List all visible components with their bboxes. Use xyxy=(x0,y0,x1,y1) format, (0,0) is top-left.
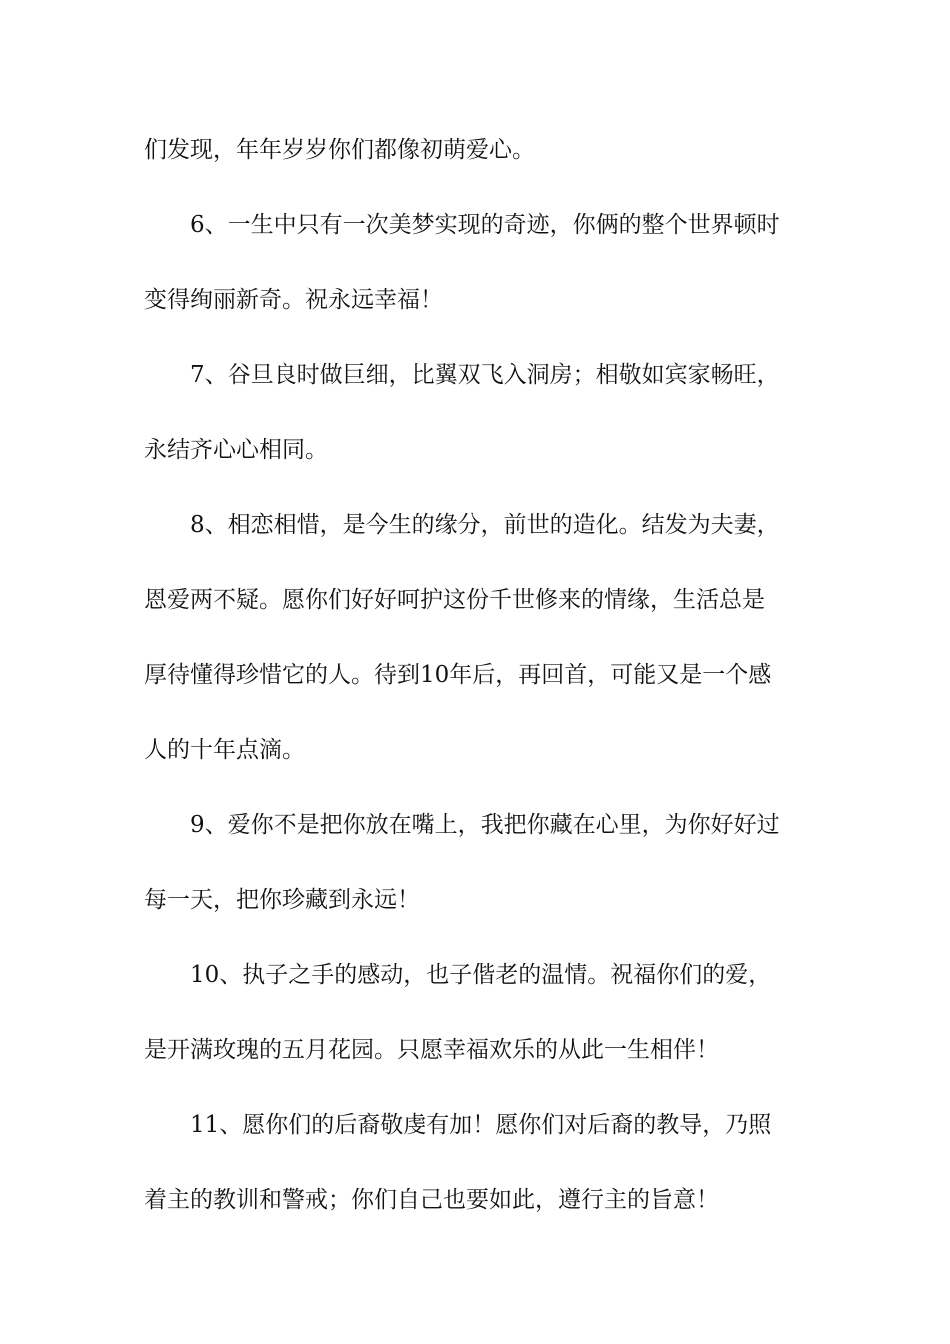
text-line: 们发现，年年岁岁你们都像初萌爱心。 xyxy=(144,137,535,163)
text-line: 是开满玫瑰的五月花园。只愿幸福欢乐的从此一生相伴！ xyxy=(144,1037,719,1063)
text-line: 8、相恋相惜，是今生的缘分，前世的造化。结发为夫妻， xyxy=(190,512,780,538)
text-line: 厚待懂得珍惜它的人。待到10年后，再回首，可能又是一个感 xyxy=(144,662,772,688)
text-line: 变得绚丽新奇。祝永远幸福！ xyxy=(144,287,443,313)
text-line: 11、愿你们的后裔敬虔有加！愿你们对后裔的教导，乃照 xyxy=(190,1112,772,1138)
text-line: 7、谷旦良时做巨细，比翼双飞入洞房；相敬如宾家畅旺， xyxy=(190,362,780,388)
text-line: 9、爱你不是把你放在嘴上，我把你藏在心里，为你好好过 xyxy=(190,812,780,838)
text-line: 10、执子之手的感动，也子偕老的温情。祝福你们的爱， xyxy=(190,962,772,988)
text-line: 着主的教训和警戒；你们自己也要如此，遵行主的旨意！ xyxy=(144,1187,719,1213)
text-line: 永结齐心心相同。 xyxy=(144,437,328,463)
text-line: 每一天，把你珍藏到永远！ xyxy=(144,887,420,913)
text-line: 人的十年点滴。 xyxy=(144,737,305,763)
text-line: 6、一生中只有一次美梦实现的奇迹，你俩的整个世界顿时 xyxy=(190,212,780,238)
text-line: 恩爱两不疑。愿你们好好呵护这份千世修来的情缘，生活总是 xyxy=(144,587,765,613)
